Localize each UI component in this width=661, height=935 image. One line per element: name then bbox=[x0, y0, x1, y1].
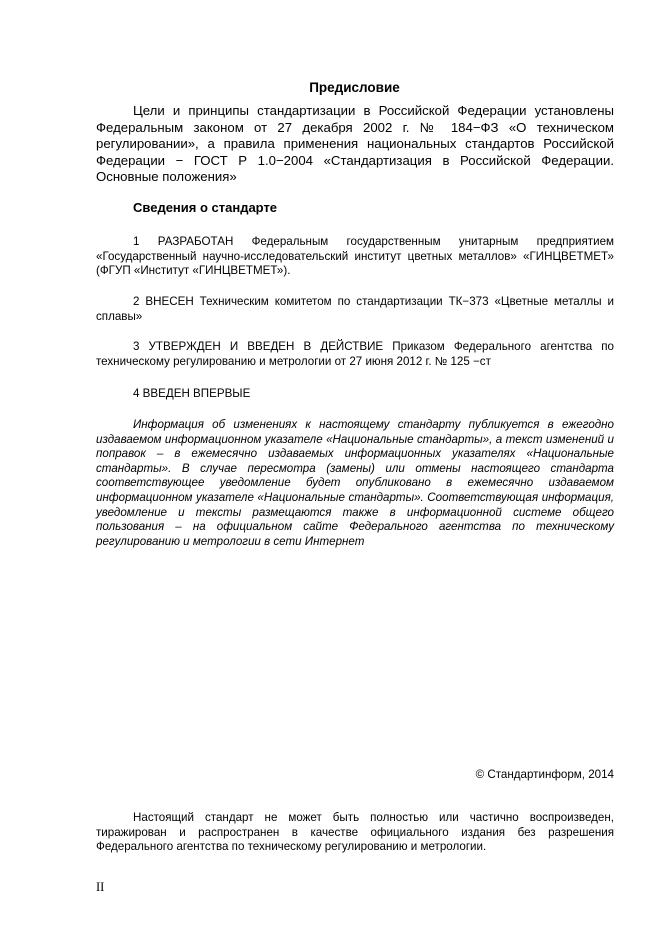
copyright-line: © Стандартинформ, 2014 bbox=[475, 768, 614, 781]
info-item-1: 1 РАЗРАБОТАН Федеральным государственным унитарным предприятием «Государственный научно-исследовательский институт цветных металлов» «ГИНЦВЕТМЕТ» (ФГУП «Институт «ГИНЦВЕТМЕТ»). bbox=[96, 235, 614, 278]
section-heading: Сведения о стандарте bbox=[133, 200, 278, 215]
info-item-4: 4 ВВЕДЕН ВПЕРВЫЕ bbox=[133, 387, 251, 400]
page-number: II bbox=[96, 880, 105, 894]
intro-paragraph: Цели и принципы стандартизации в Российской Федерации установлены Федеральным законом от 27 декабря 2002 г. № 184−ФЗ «О техническом регулировании», а правила применения национальных стандартов Российской Федерации − ГОСТ Р 1.0−2004 «Стандартизация в Российской Федерации. Основные положения» bbox=[96, 103, 614, 184]
reproduction-notice: Настоящий стандарт не может быть полностью или частично воспроизведен, тиражирован и распространен в качестве официального издания без разрешения Федерального агентства по техническому регулированию и метрологии. bbox=[96, 811, 614, 854]
page-title: Предисловие bbox=[309, 80, 400, 95]
info-item-3: 3 УТВЕРЖДЕН И ВВЕДЕН В ДЕЙСТВИЕ Приказом Федерального агентства по техническому регулированию и метрологии от 27 июня 2012 г. № 125 −ст bbox=[96, 340, 614, 368]
info-item-2: 2 ВНЕСЕН Техническим комитетом по стандартизации ТК−373 «Цветные металлы и сплавы» bbox=[96, 295, 614, 323]
notice-paragraph: Информация об изменениях к настоящему стандарту публикуется в ежегодно издаваемом информационном указателе «Национальные стандарты», а текст изменений и поправок – в ежемесячно издаваемых информационных указателях «Национальные стандарты». В случае пересмотра (замены) или отмены настоящего стандарта соответствующее уведомление будет опубликовано в ежемесячно издаваемом информационном указателе «Национальные стандарты». Соответствующая информация, уведомление и тексты размещаются также в информационной системе общего пользования – на официальном сайте Федерального агентства по техническому регулированию и метрологии в сети Интернет bbox=[96, 418, 614, 548]
